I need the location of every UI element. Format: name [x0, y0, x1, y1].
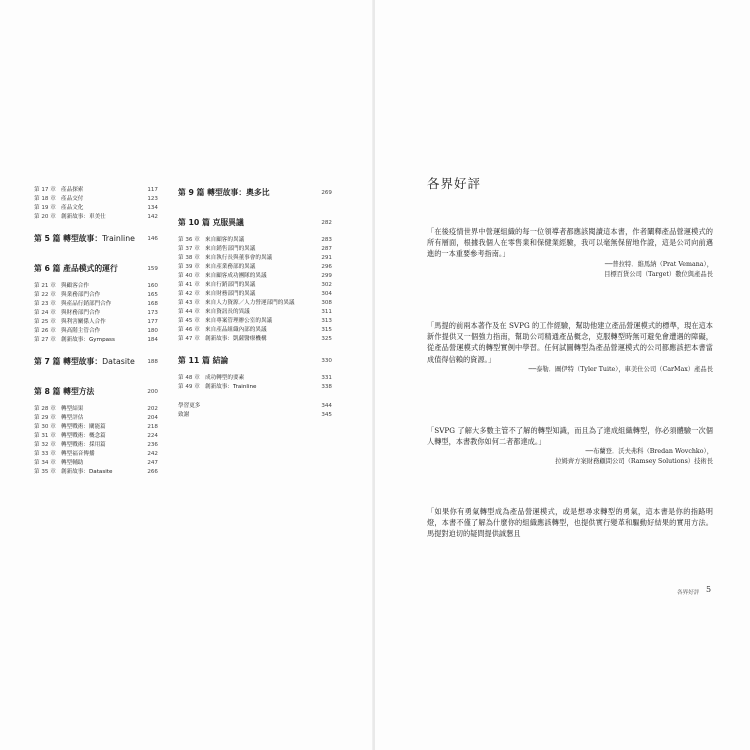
part-title: 第 11 篇 結論: [178, 356, 229, 365]
toc-entry: [34, 291, 158, 300]
toc-entry: [34, 468, 158, 477]
chapter-title: 創新故事：凱薩醫療機構: [205, 336, 267, 342]
chapter-number: 第 20 章: [34, 214, 56, 220]
chapter-title: 來自顧客成功團隊的異議: [205, 273, 267, 279]
chapter-number: 第 38 章: [178, 255, 200, 261]
toc-page-number: 146: [147, 236, 158, 242]
toc-page-number: 202: [147, 406, 158, 412]
toc-entry: [178, 290, 332, 299]
quote-attribution-line: 目標百貨公司（Target）數位與產品長: [604, 270, 713, 278]
toc-page-number: 325: [321, 336, 332, 342]
chapter-title: 轉型評估: [61, 415, 84, 421]
chapter-title: 來自執行長與董事會的異議: [205, 255, 273, 261]
right-page: [375, 0, 750, 750]
chapter-number: 第 49 章: [178, 384, 200, 390]
toc-part-heading: [178, 216, 332, 230]
chapter-number: 第 23 章: [34, 301, 56, 307]
toc-entry: [178, 254, 332, 263]
toc-page-number: 331: [321, 375, 332, 381]
chapter-title: 與產品行銷部門合作: [61, 301, 112, 307]
chapter-title: 產品探索: [61, 187, 84, 193]
chapter-number: 第 28 章: [34, 406, 56, 412]
chapter-number: 第 35 章: [34, 469, 56, 475]
chapter-number: 第 47 章: [178, 336, 200, 342]
toc-entry: [178, 411, 332, 420]
toc-page-number: 291: [321, 255, 332, 261]
chapter-title: 與業務部門合作: [61, 292, 101, 298]
toc-entry: [178, 245, 332, 254]
chapter-title: 來自行銷部門的異議: [205, 282, 256, 288]
chapter-title: 創新故事：Datasite: [61, 469, 113, 475]
toc-entry: [34, 423, 158, 432]
chapter-title: 致謝: [178, 412, 190, 418]
toc-entry: [34, 441, 158, 450]
chapter-title: 來自資訊長的異議: [205, 309, 250, 315]
toc-entry: [178, 383, 332, 392]
quote-text: 「如果你有勇氣轉型成為產品營運模式，或是想尋求轉型的勇氣，這本書是你的指路明燈，本書不僅了解為什麼你的組織應該轉型，也提供實行變革和驅動好結果的實用方法。馬提對迫切的疑問提供誠懇且: [427, 507, 713, 539]
toc-entry: [34, 405, 158, 414]
quote-1: [427, 226, 713, 280]
toc-page-number: 282: [321, 220, 332, 226]
chapter-title: 產品文化: [61, 205, 84, 211]
toc-column-1: [34, 186, 158, 477]
toc-page-number: 247: [147, 460, 158, 466]
page-title: 各界好評: [427, 176, 482, 191]
quote-attribution-line: 拉姆齊方案財務顧問公司（Ramsey Solutions）技術長: [555, 458, 713, 466]
chapter-number: 第 39 章: [178, 264, 200, 270]
part-title: 第 6 篇 產品模式的運行: [34, 264, 118, 273]
toc-entry: [34, 336, 158, 345]
chapter-title: 創新故事：Trainline: [205, 384, 257, 390]
toc-page-number: 159: [147, 266, 158, 272]
chapter-title: 產品交付: [61, 196, 84, 202]
chapter-number: 第 44 章: [178, 309, 200, 315]
chapter-title: 來自產品組織內部的異議: [205, 327, 267, 333]
toc-entry: [34, 414, 158, 423]
toc-page-number: 236: [147, 442, 158, 448]
chapter-number: 第 18 章: [34, 196, 56, 202]
chapter-title: 來自顧客的異議: [205, 237, 245, 243]
quote-2: [427, 320, 713, 375]
chapter-title: 成功轉型的要素: [205, 375, 245, 381]
toc-page-number: 184: [147, 337, 158, 343]
part-title: 第 5 篇 轉型故事：: [34, 234, 103, 243]
toc-entry: [34, 318, 158, 327]
chapter-title: 來自產業務部的異議: [205, 264, 256, 270]
chapter-number: 第 29 章: [34, 415, 56, 421]
chapter-number: 第 46 章: [178, 327, 200, 333]
chapter-number: 第 36 章: [178, 237, 200, 243]
toc-page-number: 200: [147, 389, 158, 395]
toc-page-number: 269: [321, 190, 332, 196]
toc-page-number: 188: [147, 359, 158, 365]
chapter-title: 與顧客合作: [61, 283, 89, 289]
quote-text: 「SVPG 了解大多數主管不了解的轉型知識，而且為了達成組織轉型，你必須體驗一次個人轉型，本書教你如何二者都達成。」: [427, 426, 713, 447]
chapter-title: 與高階主管合作: [61, 328, 101, 334]
chapter-title: 來自銷售部門的異議: [205, 246, 256, 252]
toc-page-number: 173: [147, 310, 158, 316]
toc-entry: [178, 308, 332, 317]
chapter-title: 與財務部門合作: [61, 310, 101, 316]
toc-page-number: 165: [147, 292, 158, 298]
quote-3: [427, 425, 713, 467]
chapter-number: 第 17 章: [34, 187, 56, 193]
toc-entry: [178, 263, 332, 272]
toc-page-number: 180: [147, 328, 158, 334]
toc-part-heading: [178, 186, 332, 200]
chapter-number: 第 19 章: [34, 205, 56, 211]
part-title-latin: Trainline: [102, 234, 135, 243]
chapter-number: 第 25 章: [34, 319, 56, 325]
toc-page-number: 218: [147, 424, 158, 430]
chapter-number: 第 33 章: [34, 451, 56, 457]
toc-part-heading: [34, 385, 158, 399]
chapter-title: 與利害關係人合作: [61, 319, 106, 325]
chapter-title: 轉型結果: [61, 406, 84, 412]
quote-text: 「在後疫情世界中營運組織的每一位領導者都應該閱讀這本書，作者闡釋產品營運模式的所有層面，根據我個人在零售業和保健業經驗，我可以毫無保留地作證，這是公司向前邁進的一本重要參考指南。」: [427, 227, 713, 259]
page-number: 5: [706, 585, 712, 594]
toc-page-number: 134: [147, 205, 158, 211]
chapter-number: 第 48 章: [178, 375, 200, 381]
toc-page-number: 315: [321, 327, 332, 333]
toc-entry: [178, 236, 332, 245]
part-title-latin: Datasite: [102, 357, 135, 366]
toc-page-number: 283: [321, 237, 332, 243]
chapter-title: 創新故事：車美仕: [61, 214, 106, 220]
chapter-number: 第 43 章: [178, 300, 200, 306]
part-title: 第 7 篇 轉型故事：: [34, 357, 103, 366]
chapter-number: 第 26 章: [34, 328, 56, 334]
toc-page-number: 296: [321, 264, 332, 270]
toc-page-number: 308: [321, 300, 332, 306]
toc-entry: [178, 317, 332, 326]
toc-page-number: 224: [147, 433, 158, 439]
toc-page-number: 117: [147, 187, 158, 193]
part-title: 第 10 篇 克服異議: [178, 218, 244, 227]
toc-part-heading: [178, 354, 332, 368]
toc-entry: [34, 309, 158, 318]
toc-page-number: 330: [321, 358, 332, 364]
quote-text: 「馬提的前兩本著作及在 SVPG 的工作經驗，幫助他建立產品營運模式的標準，現在這本新作提供又一個強力指南，幫助公司精通產品概念，克服轉型時無可避免會遭遇的障礙，從產品營運模式的轉型實例中學習。任何試圖轉型為產品營運模式的公司都應該把本書當成值得信賴的資源。」: [427, 321, 713, 364]
toc-entry: [34, 282, 158, 291]
chapter-title: 轉型戰術：闡能篇: [61, 424, 106, 430]
toc-entry: [178, 299, 332, 308]
toc-entry: [34, 204, 158, 213]
chapter-number: 第 32 章: [34, 442, 56, 448]
toc-page-number: 313: [321, 318, 332, 324]
toc-page-number: 168: [147, 301, 158, 307]
toc-page-number: 160: [147, 283, 158, 289]
chapter-number: 第 45 章: [178, 318, 200, 324]
toc-entry: [34, 450, 158, 459]
chapter-title: 轉型戰術：採用篇: [61, 442, 106, 448]
toc-page-number: 299: [321, 273, 332, 279]
toc-page-number: 311: [321, 309, 332, 315]
chapter-number: 第 24 章: [34, 310, 56, 316]
chapter-number: 第 31 章: [34, 433, 56, 439]
chapter-title: 來自人力資源／人力營運部門的異議: [205, 300, 295, 306]
toc-entry: [178, 281, 332, 290]
toc-entry: [34, 459, 158, 468]
chapter-title: 轉型福音傳播: [61, 451, 95, 457]
quote-attribution-line: ──泰勒．圖伊特（Tyler Tuite），車美仕公司（CarMax）產品長: [528, 365, 713, 373]
quote-attribution-line: ──布蘭登．沃夫弗科（Bredan Wovchko），: [585, 448, 713, 456]
toc-page-number: 302: [321, 282, 332, 288]
part-title: 第 9 篇 轉型故事：奧多比: [178, 188, 270, 197]
toc-page-number: 287: [321, 246, 332, 252]
chapter-title: 來自財務部門的異議: [205, 291, 256, 297]
toc-column-2: [178, 186, 332, 420]
chapter-number: 第 40 章: [178, 273, 200, 279]
chapter-number: 第 42 章: [178, 291, 200, 297]
chapter-number: 第 30 章: [34, 424, 56, 430]
toc-entry: [34, 300, 158, 309]
toc-entry: [178, 374, 332, 383]
chapter-number: 第 34 章: [34, 460, 56, 466]
toc-page-number: 338: [321, 384, 332, 390]
chapter-title: 學習更多: [178, 403, 201, 409]
toc-entry: [34, 432, 158, 441]
toc-page-number: 345: [321, 412, 332, 418]
toc-entry: [178, 272, 332, 281]
toc-page-number: 142: [147, 214, 158, 220]
toc-page-number: 177: [147, 319, 158, 325]
toc-entry: [178, 335, 332, 344]
toc-entry: [178, 326, 332, 335]
chapter-number: 第 37 章: [178, 246, 200, 252]
quote-4: [427, 506, 713, 540]
toc-entry: [34, 195, 158, 204]
running-footer-label: 各界好評: [677, 590, 700, 596]
toc-part-heading: [34, 355, 158, 369]
toc-entry: [34, 327, 158, 336]
toc-entry: [178, 402, 332, 411]
toc-part-heading: [34, 262, 158, 276]
chapter-title: 轉型戰術：概念篇: [61, 433, 106, 439]
chapter-number: 第 22 章: [34, 292, 56, 298]
part-title: 第 8 篇 轉型方法: [34, 387, 95, 396]
toc-page-number: 204: [147, 415, 158, 421]
chapter-title: 轉型輔助: [61, 460, 84, 466]
toc-page-number: 344: [321, 403, 332, 409]
toc-page-number: 304: [321, 291, 332, 297]
chapter-number: 第 21 章: [34, 283, 56, 289]
toc-page-number: 123: [147, 196, 158, 202]
quote-attribution-line: ──普拉特．維馬納（Prat Vemana），: [604, 260, 713, 268]
chapter-number: 第 41 章: [178, 282, 200, 288]
chapter-title: 來自專案管理辦公室的異議: [205, 318, 273, 324]
toc-entry: [34, 186, 158, 195]
toc-page-number: 242: [147, 451, 158, 457]
chapter-number: 第 27 章: [34, 337, 56, 343]
toc-entry: [34, 213, 158, 222]
chapter-title: 創新故事：Gympass: [61, 337, 115, 343]
toc-page-number: 266: [147, 469, 158, 475]
toc-part-heading: [34, 232, 158, 246]
